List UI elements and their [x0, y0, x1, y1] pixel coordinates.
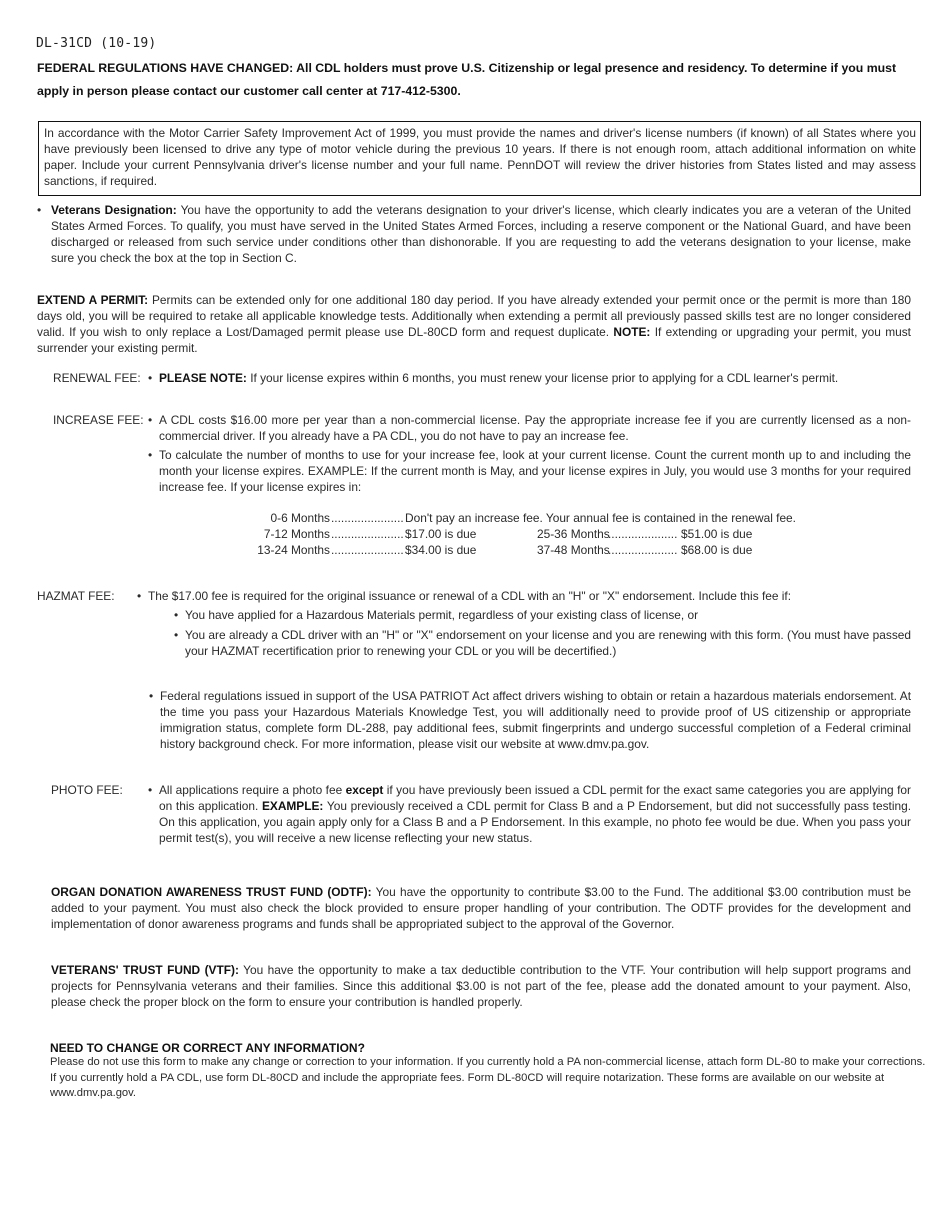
- change-info-line-2: If you currently hold a PA CDL, use form DL-80CD and include the appropriate fees. Form DL-80CD will require notarization. These forms are available on our website at: [50, 1071, 885, 1084]
- veterans-designation-label: Veterans Designation:: [51, 203, 177, 217]
- bullet: •: [174, 628, 179, 642]
- example-label: EXAMPLE:: [261, 799, 324, 813]
- except-emphasis: except: [345, 783, 384, 797]
- fee-months: 25-36 Months: [537, 527, 610, 541]
- fee-months: 0-6 Months: [270, 511, 330, 525]
- photo-fee-text: • All applications require a photo fee except if you have previously been issued a CDL permit for the exact same categories you are applying for on this application. EXAMPLE: You previously received a CDL permit for Class B and a P Endorsement, but did not successfully pass testing. On this application, you again apply only for a Class B and a P Endorsement. In this example, no photo fee would be due. When you pass your permit test(s), you will receive a new license reflecting your new status.: [148, 783, 911, 845]
- veterans-designation-section: [37, 202, 911, 266]
- extend-permit-note-label: NOTE:: [613, 325, 651, 339]
- odtf-section: [51, 884, 911, 932]
- hazmat-patriot-act: • Federal regulations issued in support of the USA PATRIOT Act affect drivers wishing to obtain or retain a hazardous materials endorsement. At the time you pass your Hazardous Materials Knowledge Test, you will additionally need to provide proof of US citizenship or appropriate immigration status, complete form DL-288, pay additional fees, submit fingerprints and undergo successful completion of a Federal criminal history background check. For more information, please visit our website at www.dmv.pa.gov.: [149, 689, 911, 751]
- odtf-label: ORGAN DONATION AWARENESS TRUST FUND (ODTF):: [51, 885, 372, 899]
- hazmat-fee-sub-1: • You have applied for a Hazardous Materials permit, regardless of your existing class of license, or: [174, 608, 699, 622]
- photo-fee-label: PHOTO FEE:: [51, 783, 123, 797]
- fee-amount: $51.00 is due: [681, 527, 753, 541]
- bullet: •: [148, 413, 153, 427]
- fee-amount: $17.00 is due: [405, 527, 477, 541]
- hazmat-fee-intro: • The $17.00 fee is required for the original issuance or renewal of a CDL with an "H" or "X" endorsement. Include this fee if:: [137, 589, 792, 603]
- vtf-label: VETERANS' TRUST FUND (VTF):: [51, 963, 239, 977]
- bullet: •: [174, 608, 179, 622]
- bullet: •: [148, 783, 153, 797]
- bullet: •: [149, 689, 154, 703]
- change-info-text: [50, 1055, 930, 1102]
- please-note-label: PLEASE NOTE:: [159, 371, 247, 385]
- vtf-text: You have the opportunity to make a tax deductible contribution to the VTF. Your contribution will help support programs and projects for Pennsylvania veterans and their families. Since this additional $3.00 is not part of the fee, please add the donated amount to your payment. Also, please check the proper block on the form to ensure your contribution is handled properly.: [51, 963, 911, 1009]
- vtf-section: [51, 962, 911, 1010]
- increase-fee-bullet-2: • To calculate the number of months to use for your increase fee, look at your current license. Count the current month up to and including the month your license expires. EXAMPLE: If the current month is May, and your license expires in July, you would use 3 months for your required increase fee. If your license expires in:: [148, 448, 911, 494]
- bullet: •: [137, 589, 142, 603]
- change-info-heading: NEED TO CHANGE OR CORRECT ANY INFORMATION?: [50, 1041, 365, 1055]
- boxed-notice: In accordance with the Motor Carrier Safety Improvement Act of 1999, you must provide the names and driver's license numbers (if known) of all States where you have previously been licensed to drive any type of motor vehicle during the previous 10 years. If there is not enough room, attach additional information on white paper. Include your current Pennsylvania driver's license number and your full name. PennDOT will review the driver histories from States listed and may assess sanctions, if required.: [38, 121, 921, 196]
- fee-leader-dots: ......................: [331, 511, 404, 525]
- fee-leader-dots: ......................: [331, 543, 404, 557]
- bullet: •: [148, 448, 153, 462]
- bullet: •: [148, 371, 153, 385]
- increase-fee-label: INCREASE FEE:: [53, 413, 144, 427]
- extend-permit-label: EXTEND A PERMIT:: [37, 293, 149, 307]
- renewal-fee-label: RENEWAL FEE:: [53, 371, 141, 385]
- fee-leader-dots: .....................: [608, 527, 678, 541]
- form-number: DL-31CD (10-19): [36, 36, 157, 51]
- extend-permit-section: [37, 292, 911, 356]
- fee-leader-dots: .....................: [608, 543, 678, 557]
- fee-amount: $68.00 is due: [681, 543, 753, 557]
- extend-permit-text: Permits can be extended only for one additional 180 day period. If you have already extended your permit once or the permit is more than 180 days old, you will be required to retake all applicable knowledge tests. Additionally when extending a permit all previously passed skills test are no longer considered valid. If you wish to only replace a Lost/Damaged permit please use DL-80CD form and request duplicate.: [37, 293, 912, 339]
- fee-amount: $34.00 is due: [405, 543, 477, 557]
- odtf-text: You have the opportunity to contribute $3.00 to the Fund. The additional $3.00 contribution must be added to your payment. You must also check the block provided to ensure proper handling of your contribution. The ODTF provides for the development and implementation of donor awareness programs and funds shall be appropriated subject to the approval of the Governor.: [51, 885, 911, 931]
- bullet: •: [37, 203, 42, 217]
- change-info-line-1: Please do not use this form to make any change or correction to your information. If you currently hold a PA non-commercial license, attach form DL-80 to make your corrections.: [50, 1056, 926, 1068]
- fee-leader-dots: ......................: [331, 527, 404, 541]
- fee-months: 7-12 Months: [263, 527, 330, 541]
- change-info-line-3: www.dmv.pa.gov.: [50, 1087, 137, 1099]
- veterans-designation-text: You have the opportunity to add the veterans designation to your driver's license, which clearly indicates you are a veteran of the United States Armed Forces. To qualify, you must have served in the United States Armed Forces, including a reserve component or the National Guard, and have been discharged or released from such service under conditions other than dishonorable. If you are requesting to add the veterans designation to your license, make sure you check the box at the top in Section C.: [51, 203, 912, 265]
- renewal-fee-text: If your license expires within 6 months, you must renew your license prior to applying for a CDL learner's permit.: [250, 371, 839, 385]
- hazmat-fee-label: HAZMAT FEE:: [37, 589, 115, 603]
- hazmat-fee-sub-2: • You are already a CDL driver with an "H" or "X" endorsement on your license and you are renewing with this form. (You must have passed your HAZMAT recertification prior to renewing your CDL or you will be decertified.): [174, 628, 911, 658]
- federal-regulations-notice: FEDERAL REGULATIONS HAVE CHANGED: All CDL holders must prove U.S. Citizenship or legal presence and residency. To determine if you must apply in person please contact our customer call center at 717-412-5300.: [37, 61, 897, 98]
- fee-amount: Don't pay an increase fee. Your annual fee is contained in the renewal fee.: [405, 511, 796, 525]
- extend-permit-note-text: If extending or upgrading your permit, you must surrender your existing permit.: [37, 325, 911, 355]
- increase-fee-bullet-1: • A CDL costs $16.00 more per year than a non-commercial license. Pay the appropriate increase fee if you are currently licensed as a non-commercial driver. If you already have a PA CDL, you do not have to pay an increase fee.: [148, 413, 911, 443]
- fee-months: 13-24 Months: [257, 543, 330, 557]
- renewal-fee-note: [148, 370, 911, 386]
- fee-months: 37-48 Months: [537, 543, 610, 557]
